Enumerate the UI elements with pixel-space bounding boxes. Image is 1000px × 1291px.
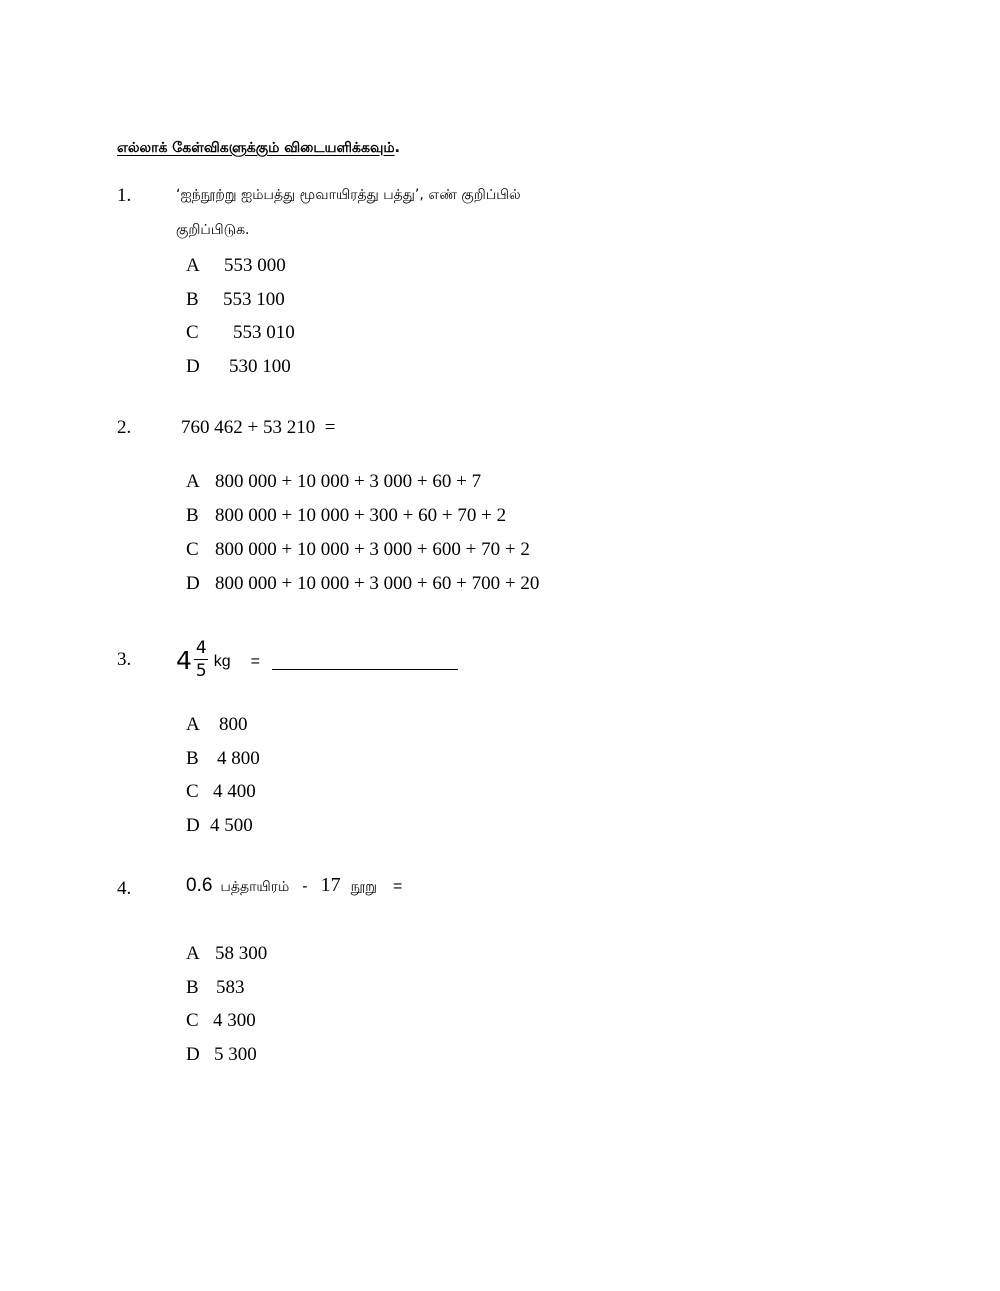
minus-sign: - xyxy=(302,878,308,895)
question-4-option-d[interactable] xyxy=(186,1044,257,1066)
question-4-option-c[interactable] xyxy=(186,1010,256,1032)
option-text: 800 000 + 10 000 + 3 000 + 60 + 7 xyxy=(215,471,482,492)
question-3-option-c[interactable] xyxy=(186,781,256,803)
question-2-option-b[interactable] xyxy=(186,505,506,527)
option-text: 4 500 xyxy=(210,815,253,836)
question-3-option-b[interactable] xyxy=(186,748,260,770)
option-text: 800 000 + 10 000 + 3 000 + 60 + 700 + 20 xyxy=(215,573,540,594)
question-4-expression xyxy=(186,874,402,897)
fraction xyxy=(194,640,209,680)
mixed-number-whole: 4 xyxy=(176,645,192,675)
question-2-number: 2. xyxy=(117,417,132,438)
question-2-option-d[interactable] xyxy=(186,573,539,595)
option-text: 4 300 xyxy=(213,1010,256,1031)
answer-blank[interactable] xyxy=(272,651,458,670)
question-1-option-d[interactable] xyxy=(186,356,291,378)
place-value-word-ten-thousand: பத்தாயிரம் xyxy=(220,879,290,895)
option-letter: A xyxy=(186,943,200,964)
question-4-number: 4. xyxy=(117,878,132,899)
option-letter: B xyxy=(186,505,199,526)
option-text: 800 xyxy=(219,714,248,735)
question-2-expression: 760 462 + 53 210 = xyxy=(181,417,336,438)
instructions-heading-period: . xyxy=(394,140,400,156)
question-1-text-line-2: குறிப்பிடுக. xyxy=(176,222,250,238)
option-letter: B xyxy=(186,977,199,998)
option-letter: B xyxy=(186,748,199,769)
option-text: 800 000 + 10 000 + 3 000 + 600 + 70 + 2 xyxy=(215,539,530,560)
option-text: 553 000 xyxy=(224,255,286,276)
equals-sign: = xyxy=(250,652,260,670)
option-text: 58 300 xyxy=(215,943,268,964)
option-text: 553 010 xyxy=(233,322,295,343)
option-text: 583 xyxy=(216,977,245,998)
value-integer: 17 xyxy=(320,874,341,896)
instructions-heading xyxy=(117,140,400,158)
option-text: 5 300 xyxy=(214,1044,257,1065)
question-1-text-line-1: ‘ஐந்நூற்று ஐம்பத்து மூவாயிரத்து பத்து’, எண் குறிப்பில் xyxy=(176,187,521,203)
option-letter: C xyxy=(186,322,199,343)
option-letter: D xyxy=(186,1044,200,1065)
unit-label: kg xyxy=(213,652,231,670)
option-letter: D xyxy=(186,356,200,377)
option-letter: B xyxy=(186,289,199,310)
option-text: 4 400 xyxy=(213,781,256,802)
place-value-word-hundred: நூறு xyxy=(350,879,377,895)
option-letter: C xyxy=(186,1010,199,1031)
option-letter: A xyxy=(186,255,200,276)
option-letter: D xyxy=(186,573,200,594)
equals-sign: = xyxy=(393,878,403,895)
option-text: 530 100 xyxy=(229,356,291,377)
option-text: 800 000 + 10 000 + 300 + 60 + 70 + 2 xyxy=(215,505,507,526)
option-letter: A xyxy=(186,714,200,735)
question-1-option-a[interactable] xyxy=(186,255,286,277)
option-text: 553 100 xyxy=(223,289,285,310)
question-3-expression xyxy=(176,632,458,688)
option-text: 4 800 xyxy=(217,748,260,769)
instructions-heading-text: எல்லாக் கேள்விகளுக்கும் விடையளிக்கவும் xyxy=(117,140,395,156)
fraction-numerator: 4 xyxy=(195,638,207,658)
question-1-option-c[interactable] xyxy=(186,322,295,344)
question-1-number: 1. xyxy=(117,185,132,206)
question-4-option-b[interactable] xyxy=(186,977,245,999)
question-1-option-b[interactable] xyxy=(186,289,285,311)
option-letter: C xyxy=(186,781,199,802)
option-letter: C xyxy=(186,539,199,560)
option-letter: A xyxy=(186,471,200,492)
question-3-option-d[interactable] xyxy=(186,815,253,837)
option-letter: D xyxy=(186,815,200,836)
question-2-option-c[interactable] xyxy=(186,539,530,561)
fraction-denominator: 5 xyxy=(195,661,207,681)
question-4-option-a[interactable] xyxy=(186,943,267,965)
question-2-option-a[interactable] xyxy=(186,471,481,493)
value-decimal: 0.6 xyxy=(186,875,213,896)
question-3-option-a[interactable] xyxy=(186,714,248,736)
question-3-number: 3. xyxy=(117,649,132,670)
